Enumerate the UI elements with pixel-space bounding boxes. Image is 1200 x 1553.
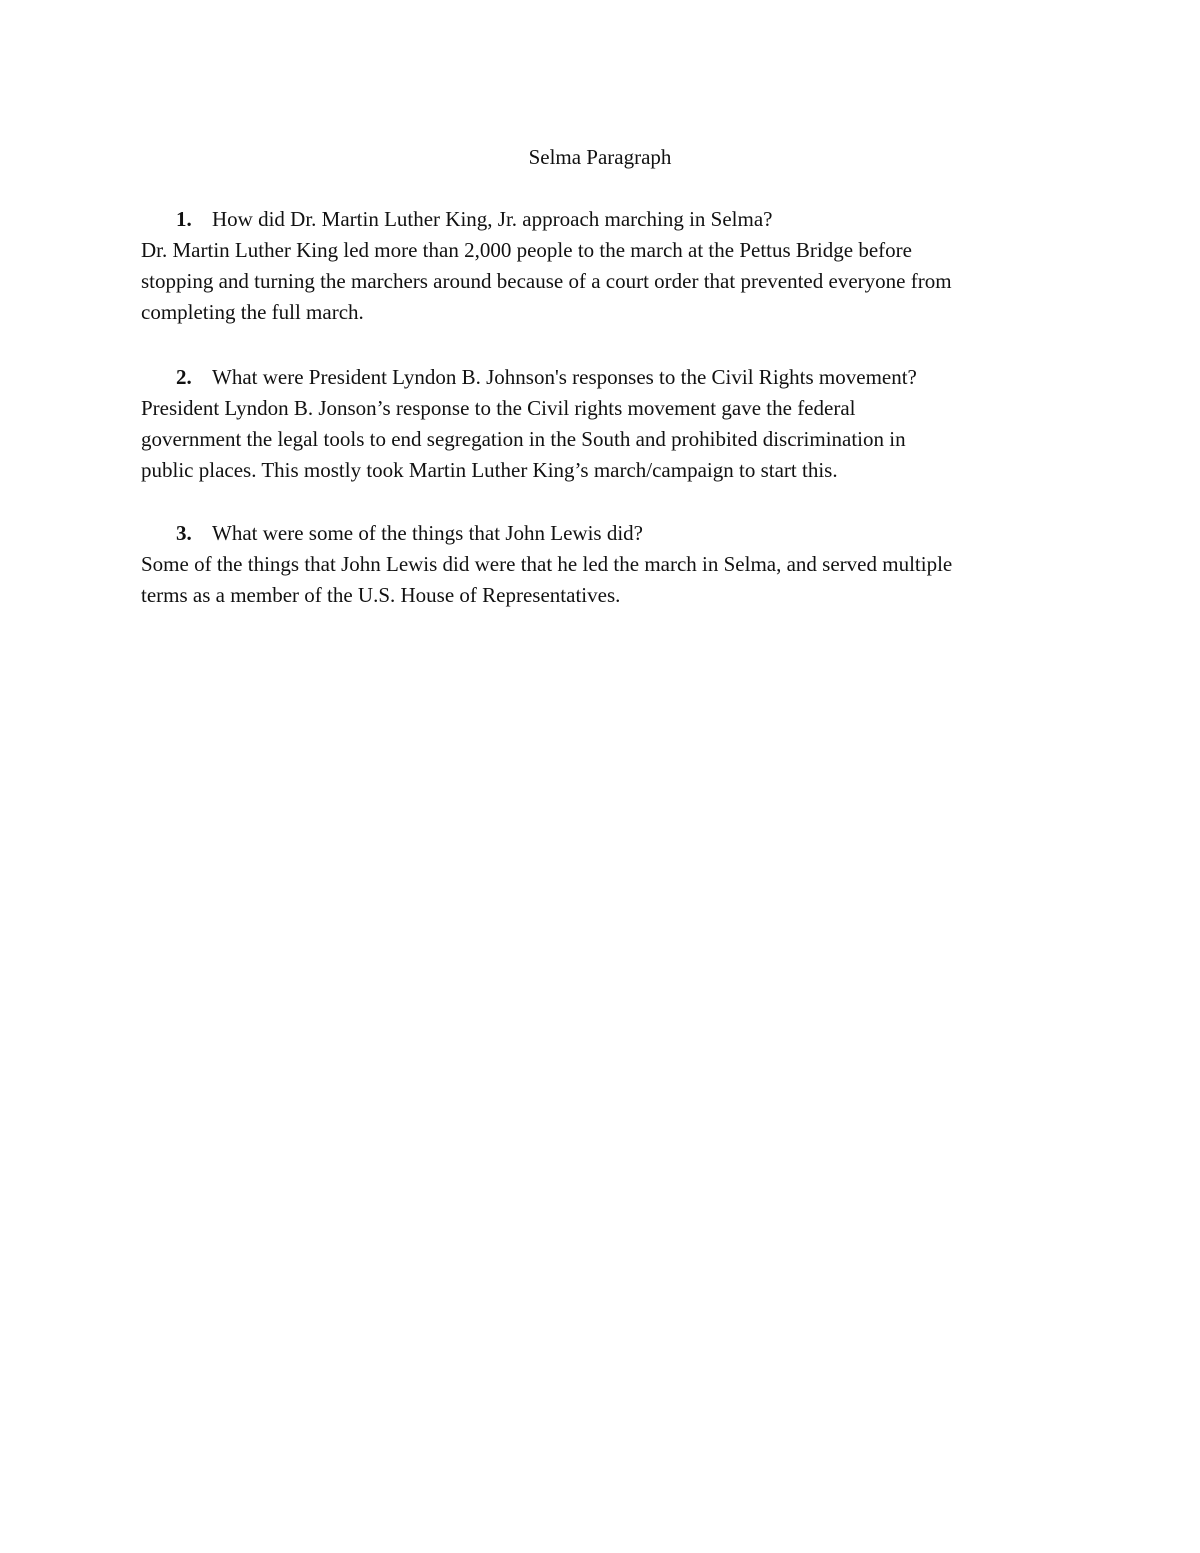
qa-item-1 xyxy=(141,204,1071,328)
qa-item-3 xyxy=(141,518,1071,611)
question-1 xyxy=(141,204,1071,235)
question-text: What were President Lyndon B. Johnson's responses to the Civil Rights movement? xyxy=(212,365,917,389)
answer-line: Dr. Martin Luther King led more than 2,000 people to the march at the Pettus Bridge before xyxy=(141,238,912,262)
answer-line: Some of the things that John Lewis did were that he led the march in Selma, and served multiple xyxy=(141,552,953,576)
qa-item-2 xyxy=(141,362,1071,486)
question-number: 2. xyxy=(176,365,192,389)
question-text: How did Dr. Martin Luther King, Jr. approach marching in Selma? xyxy=(212,207,773,231)
question-number: 3. xyxy=(176,521,192,545)
question-3 xyxy=(141,518,1071,549)
question-text: What were some of the things that John Lewis did? xyxy=(212,521,643,545)
answer-line: terms as a member of the U.S. House of Representatives. xyxy=(141,583,621,607)
question-2 xyxy=(141,362,1071,393)
answer-line: government the legal tools to end segregation in the South and prohibited discrimination in xyxy=(141,427,906,451)
document-title: Selma Paragraph xyxy=(528,145,672,169)
answer-line: President Lyndon B. Jonson’s response to the Civil rights movement gave the federal xyxy=(141,396,856,420)
answer-line: stopping and turning the marchers around because of a court order that prevented everyone from xyxy=(141,269,952,293)
question-number: 1. xyxy=(176,207,192,231)
answer-line: completing the full march. xyxy=(141,300,364,324)
answer-line: public places. This mostly took Martin Luther King’s march/campaign to start this. xyxy=(141,458,838,482)
